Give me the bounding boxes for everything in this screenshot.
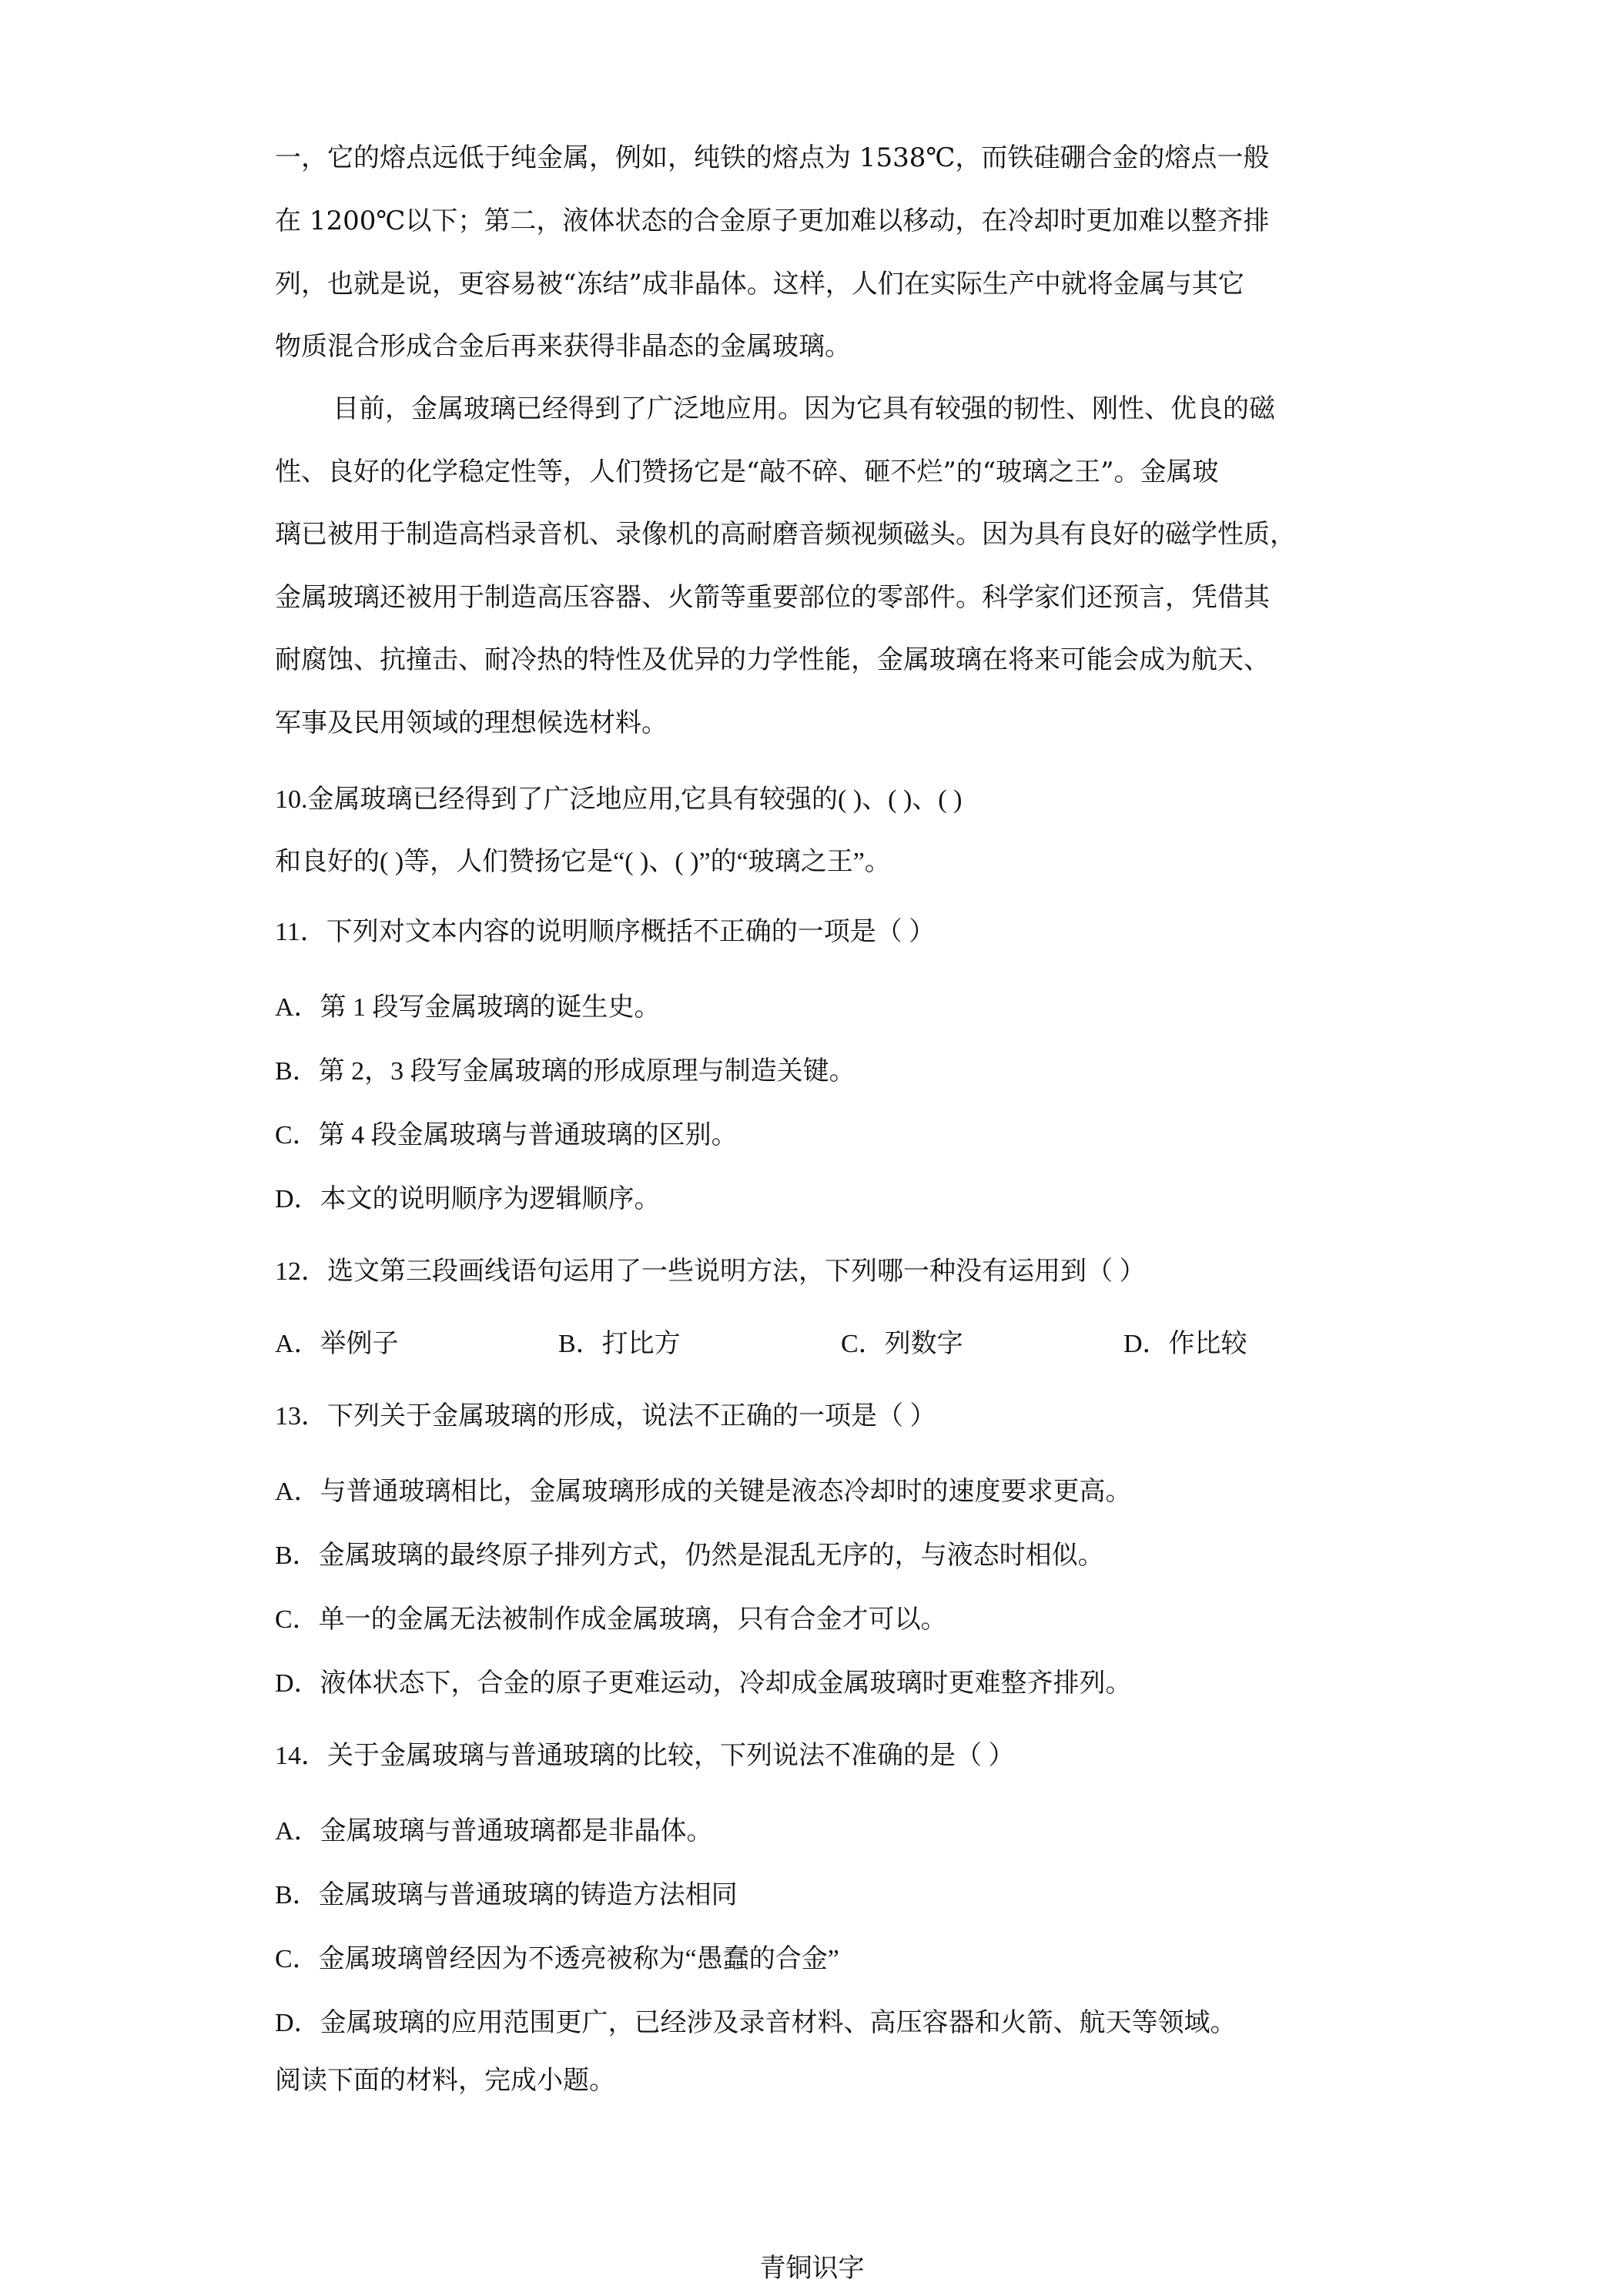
question-12-stem: 12．选文第三段画线语句运用了一些说明方法，下列哪一种没有运用到（ ）: [275, 1257, 1146, 1286]
passage-p1-line-2: 在 1200℃以下；第二，液体状态的合金原子更加难以移动，在冷却时更加难以整齐排: [275, 206, 1270, 236]
question-11-stem: 11．下列对文本内容的说明顺序概括不正确的一项是（ ）: [275, 918, 936, 946]
question-13-option-c: C．单一的金属无法被制作成金属玻璃，只有合金才可以。: [275, 1605, 947, 1634]
question-14-option-a: A．金属玻璃与普通玻璃都是非晶体。: [275, 1817, 713, 1846]
question-13-stem: 13．下列关于金属玻璃的形成，说法不正确的一项是（ ）: [275, 1402, 936, 1431]
question-14-option-d: D．金属玻璃的应用范围更广，已经涉及录音材料、高压容器和火箭、航天等领域。: [275, 2009, 1237, 2037]
passage-p2-line-5: 耐腐蚀、抗撞击、耐冷热的特性及优异的力学性能，金属玻璃在将来可能会成为航天、: [275, 644, 1270, 675]
question-14-option-b: B．金属玻璃与普通玻璃的铸造方法相同: [275, 1881, 738, 1909]
reading-instruction: 阅读下面的材料，完成小题。: [275, 2067, 615, 2095]
question-10-line-2: 和良好的( )等，人们赞扬它是“( )、( )”的“玻璃之王”。: [275, 848, 891, 876]
passage-p2-line-4: 金属玻璃还被用于制造高压容器、火箭等重要部位的零部件。科学家们还预言，凭借其: [275, 582, 1270, 613]
passage-p2-line-2: 性、良好的化学稳定性等，人们赞扬它是“敲不碎、砸不烂”的“玻璃之王”。金属玻: [275, 457, 1219, 487]
passage-p1-line-4: 物质混合形成合金后再来获得非晶态的金属玻璃。: [275, 331, 851, 362]
question-11-option-a: A．第 1 段写金属玻璃的诞生史。: [275, 993, 661, 1022]
question-11-option-d: D．本文的说明顺序为逻辑顺序。: [275, 1185, 661, 1213]
question-12-option-a: A．举例子: [275, 1330, 399, 1358]
question-11-option-c: C．第 4 段金属玻璃与普通玻璃的区别。: [275, 1121, 738, 1150]
question-12-option-d: D．作比较: [1123, 1330, 1247, 1358]
question-11-option-b: B．第 2，3 段写金属玻璃的形成原理与制造关键。: [275, 1057, 856, 1086]
question-14-option-c: C．金属玻璃曾经因为不透亮被称为“愚蠢的合金”: [275, 1945, 839, 1973]
question-14-stem: 14．关于金属玻璃与普通玻璃的比较，下列说法不准确的是（ ）: [275, 1742, 1015, 1770]
next-passage-title: 青铜识字: [759, 2254, 865, 2283]
question-12-option-c: C．列数字: [841, 1330, 963, 1358]
question-13-option-a: A．与普通玻璃相比，金属玻璃形成的关键是液态冷却时的速度要求更高。: [275, 1478, 1132, 1506]
question-12-options: [275, 1327, 1353, 1361]
passage-p1-line-1: 一，它的熔点远低于纯金属，例如，纯铁的熔点为 1538℃，而铁硅硼合金的熔点一般: [275, 142, 1270, 173]
question-12-option-b: B．打比方: [558, 1330, 681, 1358]
question-13-option-d: D．液体状态下，合金的原子更难运动，冷却成金属玻璃时更难整齐排列。: [275, 1669, 1132, 1698]
passage-p2-line-1: 目前，金属玻璃已经得到了广泛地应用。因为它具有较强的韧性、刚性、优良的磁: [333, 393, 1275, 424]
question-10-line-1: 10.金属玻璃已经得到了广泛地应用,它具有较强的( )、( )、( ): [275, 785, 963, 814]
question-13-option-b: B．金属玻璃的最终原子排列方式，仍然是混乱无序的，与液态时相似。: [275, 1541, 1104, 1570]
passage-p1-line-3: 列，也就是说，更容易被“冻结”成非晶体。这样，人们在实际生产中就将金属与其它: [275, 269, 1244, 300]
passage-p2-line-6: 军事及民用领域的理想候选材料。: [275, 708, 668, 738]
passage-p2-line-3: 璃已被用于制造高档录音机、录像机的高耐磨音频视频磁头。因为具有良好的磁学性质，: [275, 519, 1296, 550]
